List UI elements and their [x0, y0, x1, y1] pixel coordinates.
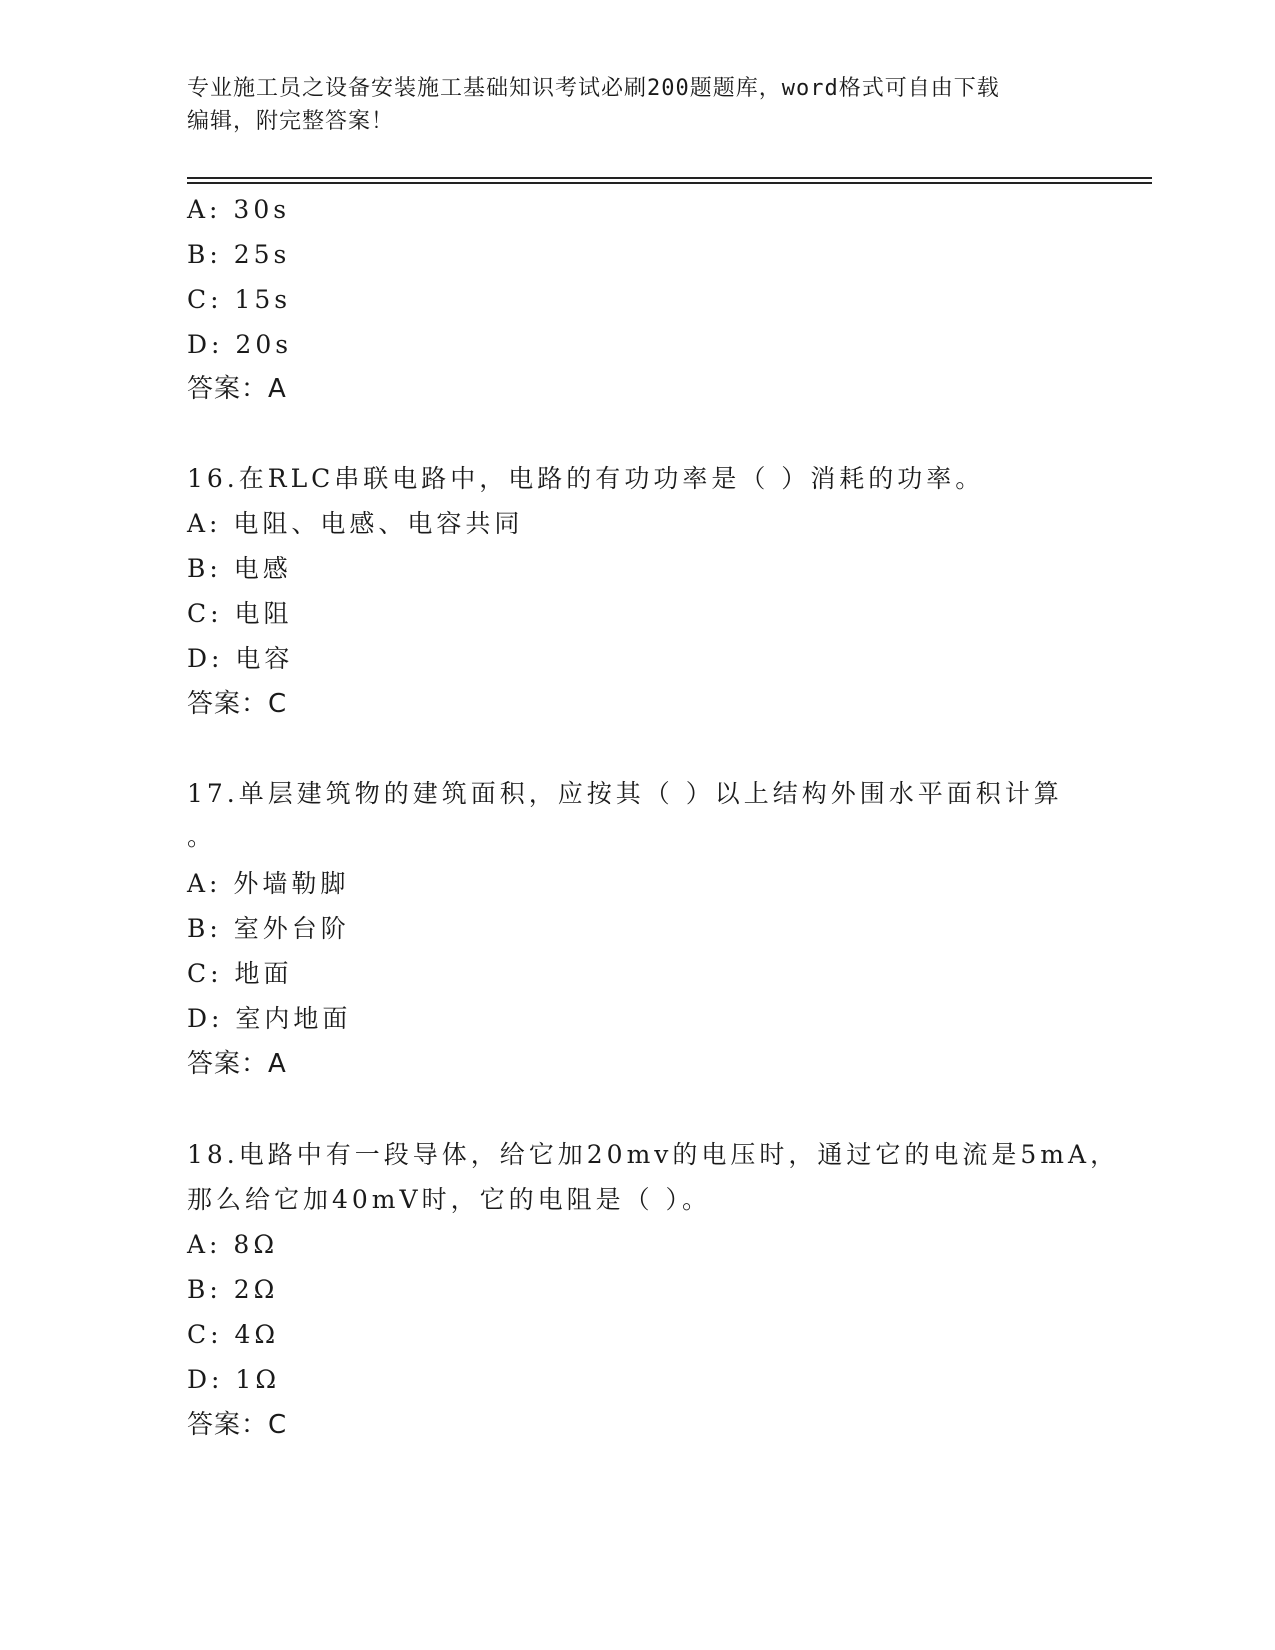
q17-question-line-1: 17.单层建筑物的建筑面积，应按其（ ）以上结构外围水平面积计算 [187, 779, 1063, 808]
header-line-2: 编辑，附完整答案！ [187, 109, 395, 134]
header-divider-bottom [187, 182, 1152, 184]
header-divider-top [187, 177, 1152, 179]
q16-option-d: D: 电容 [187, 644, 294, 673]
q17-answer: 答案：A [187, 1049, 287, 1079]
document-header [187, 72, 1087, 138]
q16-option-c: C: 电阻 [187, 599, 293, 628]
q18-question-line-1: 18.电路中有一段导体，给它加20mv的电压时，通过它的电流是5mA， [187, 1140, 1120, 1169]
q16-option-b: B: 电感 [187, 554, 292, 583]
q18-option-a: A: 8Ω [187, 1230, 279, 1259]
header-line-1: 专业施工员之设备安装施工基础知识考试必刷200题题库，word格式可自由下载 [187, 76, 1000, 101]
q18-option-c: C: 4Ω [187, 1320, 280, 1349]
q18-question-line-2: 那么给它加40mV时，它的电阻是（ ）。 [187, 1185, 712, 1214]
q15-answer: 答案：A [187, 374, 287, 404]
q18-answer: 答案：C [187, 1410, 288, 1440]
q16-option-a: A: 电阻、电感、电容共同 [187, 509, 524, 538]
q16-question: 16.在RLC串联电路中，电路的有功功率是（ ）消耗的功率。 [187, 464, 985, 493]
q17-option-d: D: 室内地面 [187, 1004, 352, 1033]
q16-answer: 答案：C [187, 689, 288, 719]
q15-option-b: B: 25s [187, 240, 291, 269]
q15-option-d: D: 20s [187, 330, 293, 359]
q17-question-line-2: 。 [187, 822, 217, 851]
q18-option-d: D: 1Ω [187, 1365, 281, 1394]
q17-option-a: A: 外墙勒脚 [187, 869, 350, 898]
q15-option-c: C: 15s [187, 285, 292, 314]
q18-option-b: B: 2Ω [187, 1275, 279, 1304]
q17-option-c: C: 地面 [187, 959, 293, 988]
q15-option-a: A: 30s [187, 195, 291, 224]
q17-option-b: B: 室外台阶 [187, 914, 350, 943]
